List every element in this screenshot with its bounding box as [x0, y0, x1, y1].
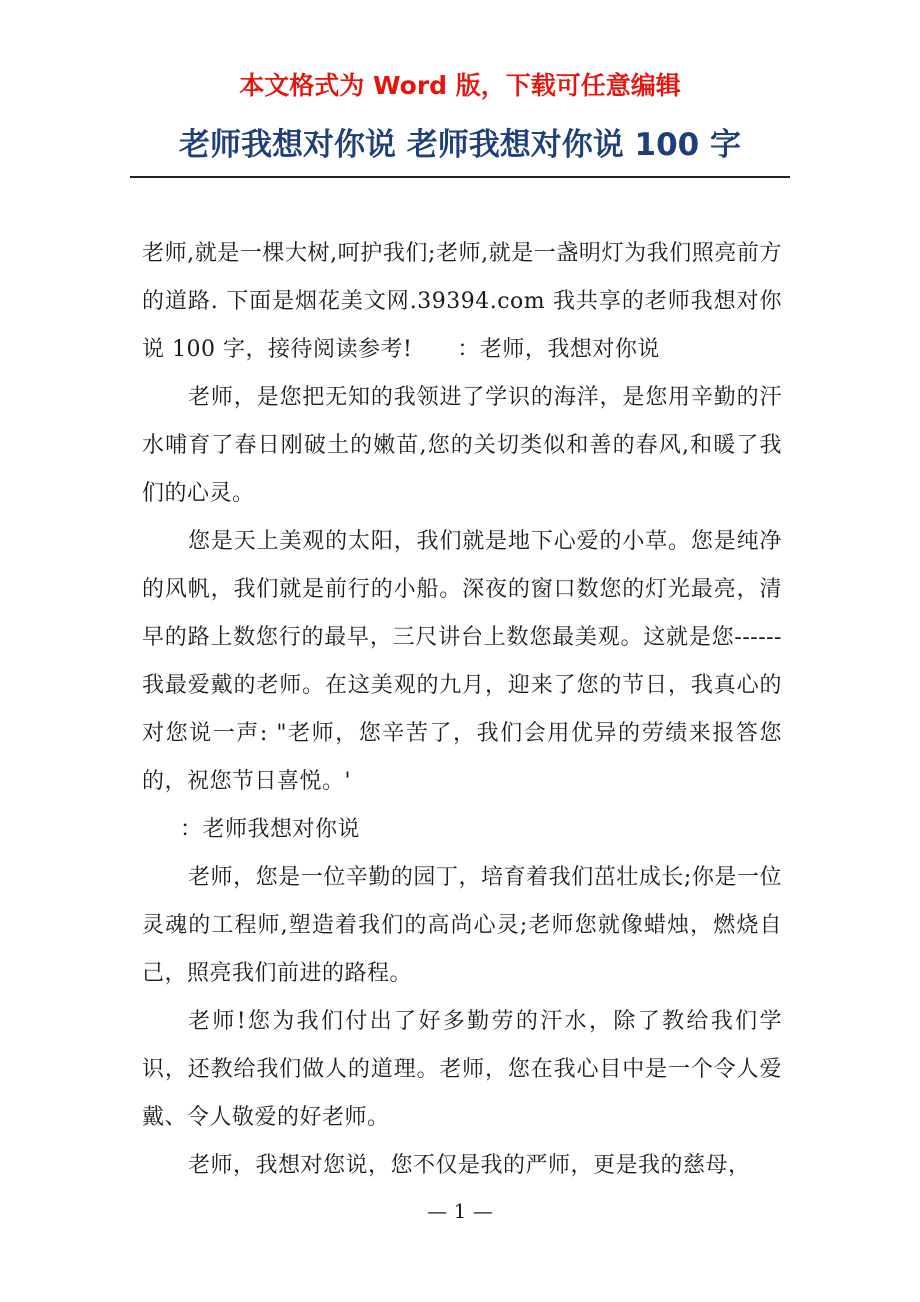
paragraph: 老师，是您把无知的我领进了学识的海洋，是您用辛勤的汗水哺育了春日刚破土的嫩苗,您的关切类似和善的春风,和暖了我们的心灵。: [142, 385, 782, 506]
title-divider: [130, 176, 790, 178]
paragraph: 您是天上美观的太阳，我们就是地下心爱的小草。您是纯净的风帆，我们就是前行的小船。深夜的窗口数您的灯光最亮，清早的路上数您行的最早，三尺讲台上数您最美观。这就是您------我最爱戴的老师。在这美观的九月，迎来了您的节日，我真心的对您说一声: "老师，您辛苦了，我们会用优异的劳绩来报答您的，祝您节日喜悦。': [142, 529, 782, 794]
format-notice: 本文格式为 Word 版，下载可任意编辑: [239, 71, 681, 100]
page-number: — 1 —: [427, 1199, 493, 1223]
section-heading: ：老师我想对你说: [180, 817, 361, 842]
page-title: 老师我想对你说 老师我想对你说 100 字: [178, 127, 742, 163]
paragraph: 老师，我想对您说，您不仅是我的严师，更是我的慈母，: [188, 1153, 751, 1178]
paragraph: 老师，您是一位辛勤的园丁，培育着我们茁壮成长;你是一位灵魂的工程师,塑造着我们的高尚心灵;老师您就像蜡烛，燃烧自己，照亮我们前进的路程。: [142, 865, 782, 986]
paragraph: 老师!您为我们付出了好多勤劳的汗水，除了教给我们学识，还教给我们做人的道理。老师，您在我心目中是一个令人爱戴、令人敬爱的好老师。: [142, 1009, 782, 1130]
paragraph-intro: 老师,就是一棵大树,呵护我们;老师,就是一盏明灯为我们照亮前方的道路. 下面是烟花美文网.39394.com 我共享的老师我想对你说 100 字，接待阅读参考! ：老师，我想对你说: [142, 241, 782, 362]
document-body: [142, 230, 782, 1190]
